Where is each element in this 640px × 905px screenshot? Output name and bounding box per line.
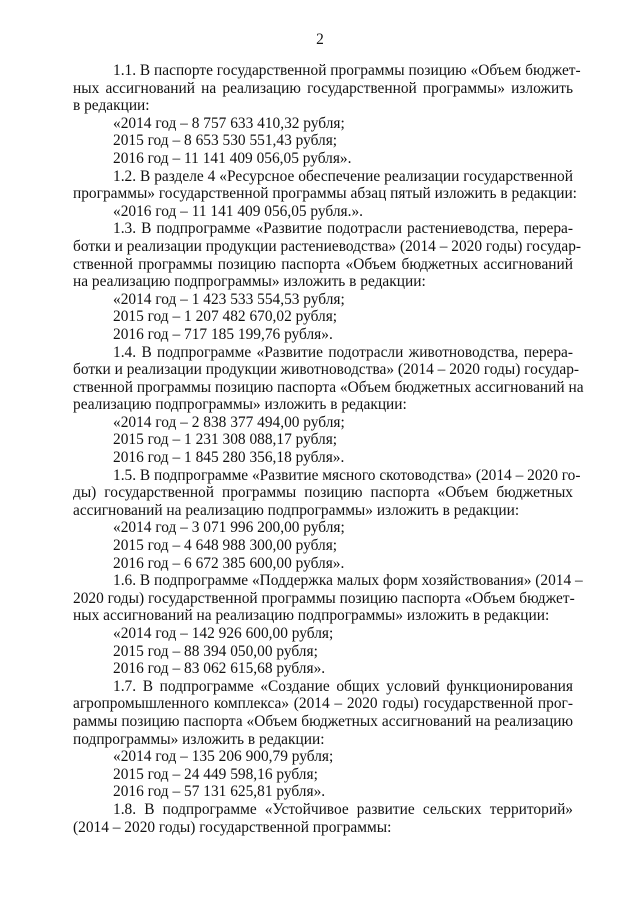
document-body [73,62,584,836]
text-line: 1.8. В подпрограмме «Устойчивое развитие сельских территорий» [113,800,573,818]
text-line: 2016 год – 57 131 625,81 рубля». [113,783,326,801]
text-line: ных ассигнований на реализацию подпрограммы» изложить в редакции: [73,607,550,625]
text-line: программы» государственной программы абзац пятый изложить в редакции: [73,185,577,203]
text-line: ды) государственной программы позицию паспорта «Объем бюджетных [73,484,573,502]
text-line: 1.3. В подпрограмме «Развитие подотрасли растениеводства, перера- [113,220,573,238]
text-line: 2016 год – 717 185 199,76 рубля». [113,325,333,343]
text-line: «2014 год – 135 206 900,79 рубля; [113,748,334,766]
text-line: 2016 год – 1 845 280 356,18 рубля». [113,449,345,467]
text-line: агропромышленного комплекса» (2014 – 2020 годы) государственной прог- [73,695,573,713]
text-line: 2016 год – 11 141 409 056,05 рубля». [113,149,352,167]
text-line: 2016 год – 6 672 385 600,00 рубля». [113,554,345,572]
text-line: 2015 год – 4 648 988 300,00 рубля; [113,537,338,555]
text-line: «2014 год – 8 757 633 410,32 рубля; [113,114,345,132]
text-line: 2015 год – 1 231 308 088,17 рубля; [113,431,338,449]
text-line: «2014 год – 2 838 377 494,00 рубля; [113,413,345,431]
text-line: ных ассигнований на реализацию государственной программы» изложить [73,79,573,97]
text-line: 1.5. В подпрограмме «Развитие мясного скотоводства» (2014 – 2020 го- [113,466,581,484]
text-line: раммы позицию паспорта «Объем бюджетных ассигнований на реализацию [73,712,573,730]
text-line: ассигнований на реализацию подпрограммы» изложить в редакции: [73,501,520,519]
text-line: в редакции: [73,97,150,115]
text-line: 2015 год – 1 207 482 670,02 рубля; [113,308,338,326]
text-line: «2014 год – 3 071 996 200,00 рубля; [113,519,345,537]
text-line: 2015 год – 8 653 530 551,43 рубля; [113,132,338,150]
text-line: «2014 год – 1 423 533 554,53 рубля; [113,290,345,308]
text-line: 2020 годы) государственной программы позицию паспорта «Объем бюджет- [73,589,575,607]
text-line: 1.4. В подпрограмме «Развитие подотрасли животноводства, перера- [113,343,573,361]
text-line: 1.6. В подпрограмме «Поддержка малых форм хозяйствования» (2014 – [113,572,583,590]
text-line: реализацию подпрограммы» изложить в редакции: [73,396,407,414]
text-line: ботки и реализации продукции растениеводства» (2014 – 2020 годы) государ- [73,237,582,255]
text-line: 2015 год – 24 449 598,16 рубля; [113,765,318,783]
text-line: 1.1. В паспорте государственной программы позицию «Объем бюджет- [113,62,581,79]
text-line: 1.2. В разделе 4 «Ресурсное обеспечение реализации государственной [113,167,573,185]
text-line: ственной программы позицию паспорта «Объем бюджетных ассигнований на [73,378,584,396]
text-line: 2015 год – 88 394 050,00 рубля; [113,642,318,660]
page-number: 2 [316,31,324,48]
text-line: подпрограммы» изложить в редакции: [73,730,325,748]
text-line: 2016 год – 83 062 615,68 рубля». [113,660,326,678]
text-line: «2014 год – 142 926 600,00 рубля; [113,625,334,642]
text-line: ботки и реализации продукции животноводства» (2014 – 2020 годы) государ- [73,361,580,379]
text-line: (2014 – 2020 годы) государственной программы: [73,818,392,836]
text-line: «2016 год – 11 141 409 056,05 рубля.». [113,202,364,220]
text-line: на реализацию подпрограммы» изложить в редакции: [73,273,426,291]
text-line: ственной программы позицию паспорта «Объем бюджетных ассигнований [73,255,573,273]
text-line: 1.7. В подпрограмме «Создание общих условий функционирования [113,677,573,695]
